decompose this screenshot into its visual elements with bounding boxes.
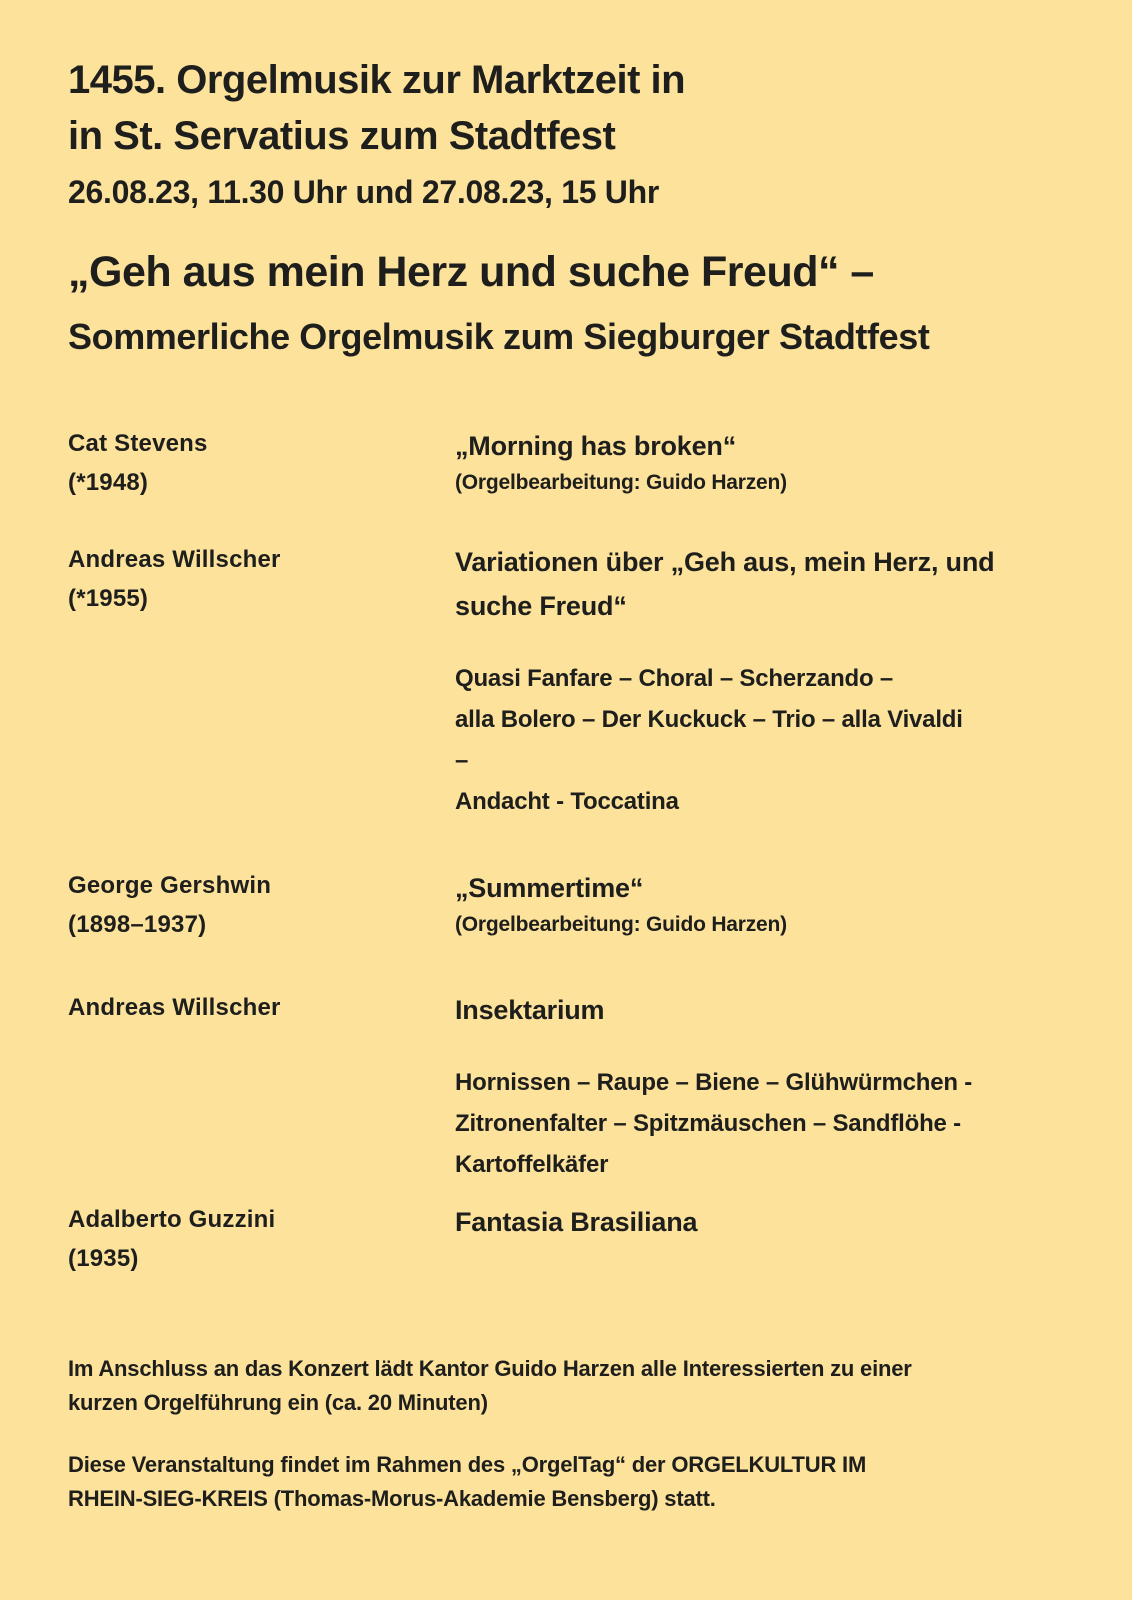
work-title: Fantasia Brasiliana xyxy=(455,1207,698,1237)
program-entry-willscher-insektarium xyxy=(68,988,1092,1185)
composer-name: Andreas Willscher xyxy=(68,994,281,1021)
work-column xyxy=(455,988,1092,1185)
movement-line: alla Bolero – Der Kuckuck – Trio – alla Vivaldi xyxy=(455,706,963,733)
program-motto: „Geh aus mein Herz und suche Freud“ – xyxy=(68,248,874,296)
composer-dates: (*1955) xyxy=(68,585,149,612)
program-entry-gershwin xyxy=(68,866,1092,944)
program-entry-guzzini xyxy=(68,1200,1092,1278)
movement-line: Andacht - Toccatina xyxy=(455,788,679,815)
composer-column xyxy=(68,866,455,944)
footer-orgeltag-note xyxy=(68,1448,866,1516)
movement-line: Zitronenfalter – Spitzmäuschen – Sandflöhe - xyxy=(455,1110,961,1137)
composer-name: Cat Stevens xyxy=(68,430,208,457)
movement-line: – xyxy=(455,747,469,774)
movement-line: Hornissen – Raupe – Biene – Glühwürmchen - xyxy=(455,1069,973,1096)
footer-line: Im Anschluss an das Konzert lädt Kantor Guido Harzen alle Interessierten zu einer xyxy=(68,1356,912,1381)
footer-line: kurzen Orgelführung ein (ca. 20 Minuten) xyxy=(68,1390,488,1415)
work-column xyxy=(455,866,1092,940)
composer-dates: (*1948) xyxy=(68,469,149,496)
program-subtitle: Sommerliche Orgelmusik zum Siegburger Stadtfest xyxy=(68,316,930,357)
work-arrangement-note: (Orgelbearbeitung: Guido Harzen) xyxy=(455,471,787,494)
program-entry-willscher-variationen xyxy=(68,540,1092,822)
work-title-line-1: Variationen über „Geh aus, mein Herz, und xyxy=(455,547,995,577)
work-title: „Morning has broken“ xyxy=(455,431,737,461)
movement-line: Kartoffelkäfer xyxy=(455,1151,609,1178)
footer-line: Diese Veranstaltung findet im Rahmen des „OrgelTag“ der ORGELKULTUR IM xyxy=(68,1452,867,1477)
work-arrangement-note: (Orgelbearbeitung: Guido Harzen) xyxy=(455,913,787,936)
movement-list xyxy=(455,658,1092,822)
movement-line: Quasi Fanfare – Choral – Scherzando – xyxy=(455,665,894,692)
page-title-line-1: 1455. Orgelmusik zur Marktzeit in xyxy=(68,58,686,102)
work-column xyxy=(455,540,1092,822)
composer-dates: (1935) xyxy=(68,1245,139,1272)
movement-list xyxy=(455,1062,1092,1185)
work-column xyxy=(455,424,1092,498)
composer-name: Andreas Willscher xyxy=(68,546,281,573)
program-entry-cat-stevens xyxy=(68,424,1092,502)
composer-name: Adalberto Guzzini xyxy=(68,1206,276,1233)
page-title-line-2: in St. Servatius zum Stadtfest xyxy=(68,114,616,158)
work-title: Insektarium xyxy=(455,995,605,1025)
composer-column xyxy=(68,540,455,618)
composer-name: George Gershwin xyxy=(68,872,272,899)
footer-line: RHEIN-SIEG-KREIS (Thomas-Morus-Akademie Bensberg) statt. xyxy=(68,1486,716,1511)
composer-column xyxy=(68,424,455,502)
event-dates: 26.08.23, 11.30 Uhr und 27.08.23, 15 Uhr xyxy=(68,174,660,210)
work-title-line-2: suche Freud“ xyxy=(455,591,627,621)
composer-column xyxy=(68,988,455,1027)
composer-column xyxy=(68,1200,455,1278)
work-title: „Summertime“ xyxy=(455,873,644,903)
footer-organ-tour-note xyxy=(68,1352,912,1420)
composer-dates: (1898–1937) xyxy=(68,911,207,938)
work-column xyxy=(455,1200,1092,1244)
